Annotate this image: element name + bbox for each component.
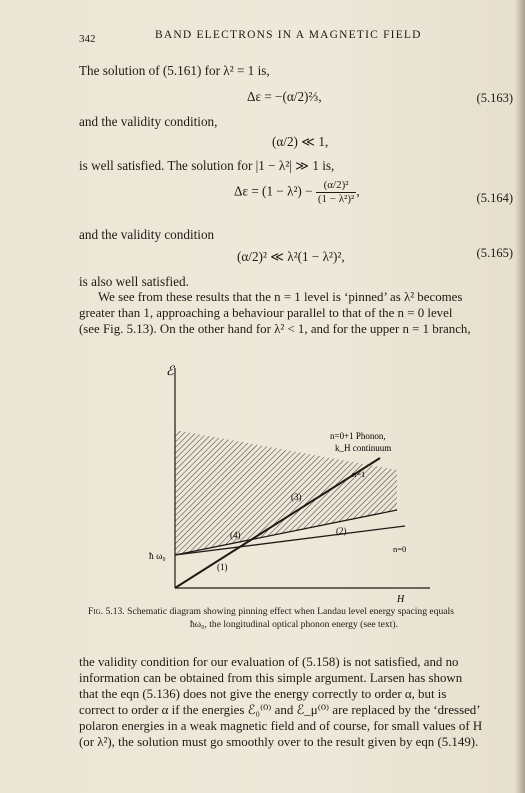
text-line: is well satisfied. The solution for |1 − λ²| ≫ 1 is, [79,158,335,173]
text-line: and the validity condition [79,227,215,242]
figure-5-13 [140,358,440,605]
equation-tail: , [356,183,360,199]
branch-label-1: (1) [217,562,228,572]
fraction-numerator: (α/2)² [316,179,356,193]
text-line: that the eqn (5.136) does not give the energy correctly to order α, but is [79,687,447,701]
equation-number: (5.163) [476,91,513,105]
equation-left: Δε = (1 − λ²) − [234,183,313,199]
text-line: information can be obtained from this simple argument. Larsen has shown [79,671,463,685]
branch-label-3: (3) [291,492,302,502]
branch-label-4: (4) [230,530,241,540]
n1-label: n=1 [352,469,366,479]
figure-caption-line-1 [88,606,454,617]
fraction [316,179,356,206]
text-line: (see Fig. 5.13). On the other hand for λ² < 1, and for the upper n = 1 branch, [79,322,471,336]
text-line: is also well satisfied. [79,274,189,289]
branch-label-2: (2) [336,526,347,536]
text-line: The solution of (5.161) for λ² = 1 is, [79,63,270,78]
n0-label: n=0 [393,544,407,554]
figure-caption-line-2: ħω₀, the longitudinal optical phonon energy (see text). [190,619,398,630]
text-line: and the validity condition, [79,114,218,129]
equation-number: (5.165) [476,246,513,260]
continuum-label: k_H continuum [335,443,392,453]
x-axis-label: H [397,594,405,605]
fraction-denominator: (1 − λ²)² [317,193,355,205]
page-number: 342 [79,33,96,45]
equation-5-163: Δε = −(α/2)⅔, [247,89,322,104]
equation-5-164 [234,179,360,206]
caption-text: Schematic diagram showing pinning effect when Landau level energy spacing equals [127,606,454,617]
text-line: correct to order α if the energies ℰ₀⁽⁰⁾ and ℰ_μ⁽⁰⁾ are replaced by the ‘dressed’ [79,703,481,717]
text-line: We see from these results that the n = 1 level is ‘pinned’ as λ² becomes [98,290,463,304]
y-tick-label: ħ ω₀ [149,552,166,562]
equation-number: (5.164) [476,191,513,205]
page-spine-shadow [515,0,525,793]
caption-label: Fig. 5.13. [88,606,125,617]
text-line: (or λ²), the solution must go smoothly over to the result given by eqn (5.149). [79,735,479,749]
equation-5-165: (α/2)² ≪ λ²(1 − λ²)², [237,249,345,264]
running-title: BAND ELECTRONS IN A MAGNETIC FIELD [155,29,422,41]
text-line: polaron energies in a weak magnetic field and of course, for small values of H [79,719,483,733]
text-line: the validity condition for our evaluation of (5.158) is not satisfied, and no [79,655,459,669]
y-axis-label: ℰ [166,363,174,378]
validity-condition: (α/2) ≪ 1, [272,134,329,149]
continuum-label: n=0+1 Phonon, [330,431,386,441]
text-line: greater than 1, approaching a behaviour parallel to that of the n = 0 level [79,306,453,320]
